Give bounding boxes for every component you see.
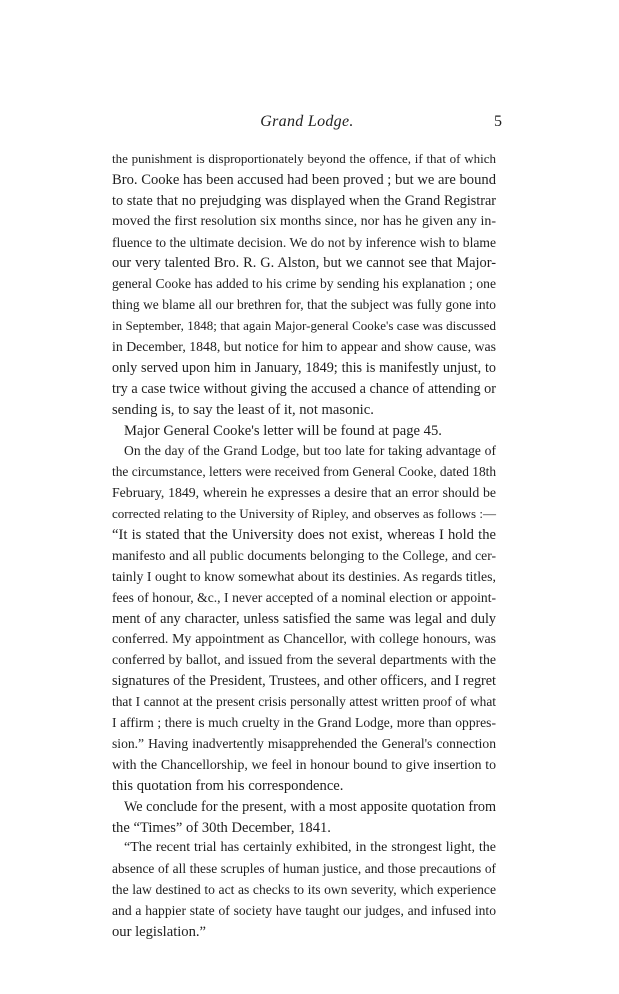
text-line: with the Chancellorship, we feel in honour bound to give insertion to [112,756,496,772]
text-line: I affirm ; there is much cruelty in the Grand Lodge, more than oppres- [112,715,496,731]
text-line: only served upon him in January, 1849; this is manifestly unjust, to [112,359,496,376]
text-line: Bro. Cooke has been accused had been proved ; but we are bound [112,171,496,188]
text-line: this quotation from his correspondence. [112,777,344,794]
text-line: our very talented Bro. R. G. Alston, but we cannot see that Major- [112,255,496,272]
text-line: general Cooke has added to his crime by sending his explanation ; one [112,276,496,292]
text-line: the law destined to act as checks to its own severity, which experience [112,882,496,898]
page-header [112,113,502,135]
text-line: in December, 1848, but notice for him to appear and show cause, was [112,339,496,355]
text-line: We conclude for the present, with a most apposite quotation from [124,798,496,815]
text-line: absence of all these scruples of human justice, and those precautions of [112,861,496,877]
text-line: the “Times” of 30th December, 1841. [112,819,331,836]
text-line: fees of honour, &c., I never accepted of a nominal election or appoint- [112,589,496,605]
text-line: corrected relating to the University of Ripley, and observes as follows :— [112,506,496,522]
text-line: sion.” Having inadvertently misapprehended the General's connection [112,735,496,751]
text-line: thing we blame all our brethren for, that the subject was fully gone into [112,297,496,313]
text-line: conferred. My appointment as Chancellor, with college honours, was [112,631,496,647]
body-text [112,149,496,943]
text-line: On the day of the Grand Lodge, but too late for taking advantage of [124,443,496,459]
text-line: fluence to the ultimate decision. We do not by inference wish to blame [112,234,496,250]
page-number: 5 [494,113,502,130]
text-line: our legislation.” [112,923,207,940]
text-line: Major General Cooke's letter will be found at page 45. [124,422,442,439]
text-line: “The recent trial has certainly exhibited, in the strongest light, the [124,840,496,856]
text-line: try a case twice without giving the accused a chance of attending or [112,380,496,397]
text-line: to state that no prejudging was displayed when the Grand Registrar [112,192,496,209]
text-line: moved the first resolution six months since, nor has he given any in- [112,213,496,229]
text-line: in September, 1848; that again Major-general Cooke's case was discussed [112,318,496,334]
running-title: Grand Lodge. [260,113,354,130]
text-line: February, 1849, wherein he expresses a desire that an error should be [112,485,496,501]
text-line: manifesto and all public documents belonging to the College, and cer- [112,547,496,563]
text-line: sending is, to say the least of it, not masonic. [112,401,374,418]
text-line: signatures of the President, Trustees, and other officers, and I regret [112,673,496,690]
text-line: conferred by ballot, and issued from the several departments with the [112,652,496,668]
text-line: the circumstance, letters were received from General Cooke, dated 18th [112,464,497,480]
text-line: “It is stated that the University does not exist, whereas I hold the [112,527,496,544]
text-line: tainly I ought to know somewhat about its destinies. As regards titles, [112,568,496,584]
text-line: ment of any character, unless satisfied the same was legal and duly [112,610,496,627]
text-line: that I cannot at the present crisis personally attest written proof of what [112,694,496,710]
text-line: and a happier state of society have taught our judges, and infused into [112,903,496,919]
text-line: the punishment is disproportionately beyond the offence, if that of which [112,151,496,166]
